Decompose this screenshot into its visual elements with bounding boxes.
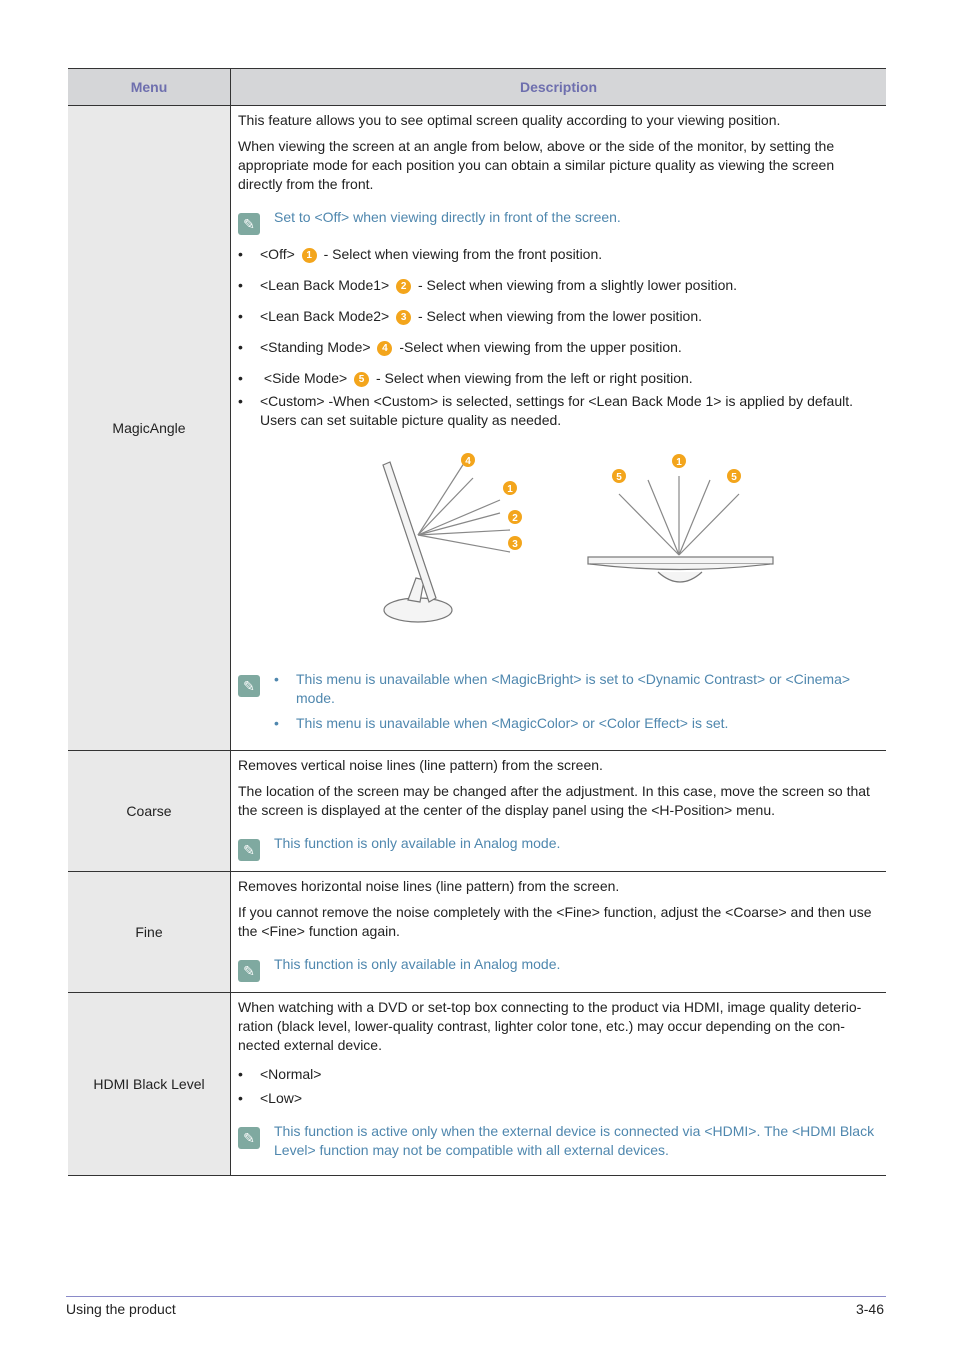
desc-text: The location of the screen may be changed after the adjustment. In this case, move the screen so that the screen is displayed at the center of the display panel using the <H-Position> menu. [238,783,870,818]
figure-badge: 1 [507,484,513,495]
list-item: • <Side Mode> 5 - Select when viewing from the left or right position. [238,370,693,386]
footer-section-title: Using the product [66,1301,176,1317]
note-text: This function is only available in Analog mode. [274,956,561,972]
list-item: • <Lean Back Mode2> 3 - Select when viewing from the lower position. [238,308,703,324]
desc-text: If you cannot remove the noise completely with the <Fine> function, adjust the <Coarse> and then use the <Fine> function again. [238,904,872,939]
note [238,1122,878,1160]
note [238,208,878,235]
table-row-fine [68,872,886,993]
desc-text: When viewing the screen at an angle from below, above or the side of the monitor, by setting the appropriate mode for each position you can obtain a similar picture quality as viewing the screen directly from the front. [238,138,835,192]
figure-badge: 5 [616,472,622,483]
figure-badge: 4 [465,456,471,467]
table-row-coarse [68,751,886,872]
list-item: • <Custom> -When <Custom> is selected, settings for <Lean Back Mode 1> is applied by default. Users can set suitable picture quality as needed. [238,393,853,428]
note-item: • This menu is unavailable when <MagicBright> is set to <Dynamic Contrast> or <Cinema> mode. [274,671,851,706]
menu-cell: MagicAngle [68,106,231,751]
list-item: • <Off> 1 - Select when viewing from the front position. [238,246,603,262]
pencil-note-icon: ✎ [238,960,260,982]
side-view-monitor [383,460,510,622]
pencil-note-icon: ✎ [238,839,260,861]
table-row-magicangle [68,106,886,751]
note-text: Set to <Off> when viewing directly in front of the screen. [274,209,621,225]
menu-cell: Coarse [68,751,231,872]
number-badge: 4 [377,341,392,356]
list-item: • <Lean Back Mode1> 2 - Select when viewing from a slightly lower position. [238,277,738,293]
page-number: 3-46 [855,1301,884,1317]
note-item: • This menu is unavailable when <MagicColor> or <Color Effect> is set. [274,715,729,731]
number-badge: 5 [354,372,369,387]
note [238,670,878,739]
desc-text: Removes horizontal noise lines (line pattern) from the screen. [238,878,620,894]
menu-cell: Fine [68,872,231,993]
note-text: This function is active only when the external device is connected via <HDMI>. The <HDMI Black Level> function may not be compatible with all external devices. [274,1123,875,1158]
figure-badge: 2 [512,513,518,524]
number-badge: 2 [396,279,411,294]
desc-text: This feature allows you to see optimal screen quality according to your viewing position. [238,112,781,128]
list-item: • <Low> [238,1090,303,1106]
menu-cell: HDMI Black Level [68,993,231,1176]
number-badge: 1 [302,248,317,263]
table-row-hdmi-black-level [68,993,886,1176]
list-item: • <Standing Mode> 4 -Select when viewing from the upper position. [238,339,682,355]
magicangle-illustration [238,450,878,650]
note-text: This function is only available in Analog mode. [274,835,561,851]
pencil-note-icon: ✎ [238,675,260,697]
desc-text: Removes vertical noise lines (line pattern) from the screen. [238,757,603,773]
figure-badge: 5 [731,472,737,483]
table-header [68,69,886,106]
pencil-note-icon: ✎ [238,1127,260,1149]
figure-badge: 1 [676,457,682,468]
note [238,955,878,982]
menu-table [68,68,886,1176]
pencil-note-icon: ✎ [238,213,260,235]
figure-badge: 3 [512,539,518,550]
menu-header: Menu [68,69,231,106]
footer-divider [66,1296,886,1297]
top-view-monitor [588,476,773,582]
desc-text: When watching with a DVD or set-top box connecting to the product via HDMI, image quality deterio-ration (black level, lower-quality contrast, lighter color tone, etc.) may occur depending on the con-nected external device. [238,999,862,1053]
note [238,834,878,861]
description-header: Description [231,69,887,106]
list-item: • <Normal> [238,1066,322,1082]
number-badge: 3 [396,310,411,325]
